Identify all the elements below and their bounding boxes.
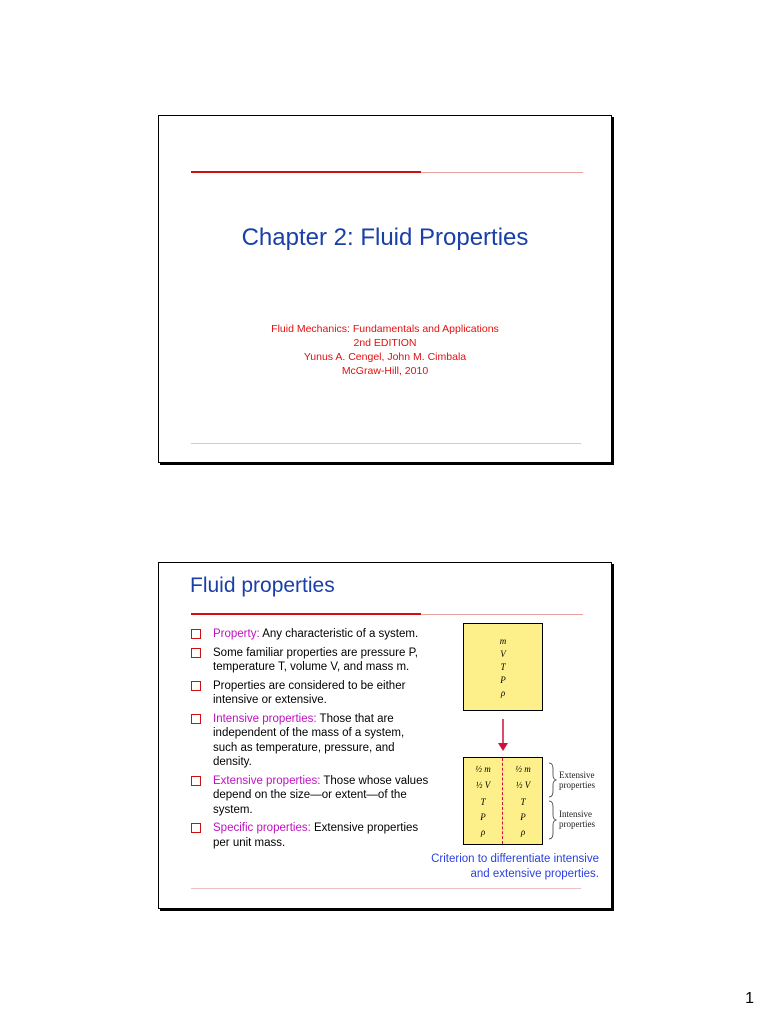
bullet-box-icon <box>191 714 201 724</box>
figure-caption: Criterion to differentiate intensive and extensive properties. <box>431 853 599 880</box>
bullet-item: Extensive properties: Those whose values depend on the size—or extent—of the system. <box>190 774 430 818</box>
bullet-item: Properties are considered to be either intensive or extensive. <box>190 679 430 708</box>
bullet-box-icon <box>191 823 201 833</box>
intensive-label: Intensive properties <box>559 809 595 829</box>
bullet-item: Some familiar properties are pressure P, temperature T, volume V, and mass m. <box>190 646 430 675</box>
book-publisher: McGraw-Hill, 2010 <box>341 365 429 377</box>
slide-title: Chapter 2: Fluid Properties <box>241 224 529 251</box>
extensive-label: Extensive properties <box>559 770 595 790</box>
intensive-extensive-diagram <box>463 623 633 843</box>
book-title: Fluid Mechanics: Fundamentals and Applications <box>271 323 499 335</box>
bullet-box-icon <box>191 629 201 639</box>
down-arrow-icon <box>493 719 513 753</box>
whole-system-box: m V T P ρ <box>463 623 543 711</box>
footer-line <box>191 443 581 444</box>
footer-line <box>191 888 581 889</box>
title-slide <box>158 115 612 463</box>
book-edition: 2nd EDITION <box>353 337 417 349</box>
bullet-box-icon <box>191 681 201 691</box>
title-accent-line-thin <box>421 614 583 615</box>
fluid-properties-slide <box>158 562 612 909</box>
bullet-item: Specific properties: Extensive properties per unit mass. <box>190 821 430 850</box>
page-number: 1 <box>745 990 754 1007</box>
title-accent-line <box>191 171 421 173</box>
divider-line <box>502 758 503 844</box>
bullet-box-icon <box>191 648 201 658</box>
brace-icon <box>547 761 557 841</box>
title-accent-line-thin <box>421 172 583 173</box>
bullet-item: Property: Any characteristic of a system. <box>190 627 430 642</box>
split-system-box: ½ m ½ V T P ρ ½ m ½ V T P ρ <box>463 757 543 845</box>
bullet-box-icon <box>191 776 201 786</box>
bullet-list <box>190 627 430 854</box>
bullet-item: Intensive properties: Those that are independent of the mass of a system, such as temperature, pressure, and density. <box>190 712 430 770</box>
slide-title: Fluid properties <box>190 574 335 597</box>
title-accent-line <box>191 613 421 615</box>
book-authors: Yunus A. Cengel, John M. Cimbala <box>303 351 467 363</box>
book-info <box>159 322 611 378</box>
